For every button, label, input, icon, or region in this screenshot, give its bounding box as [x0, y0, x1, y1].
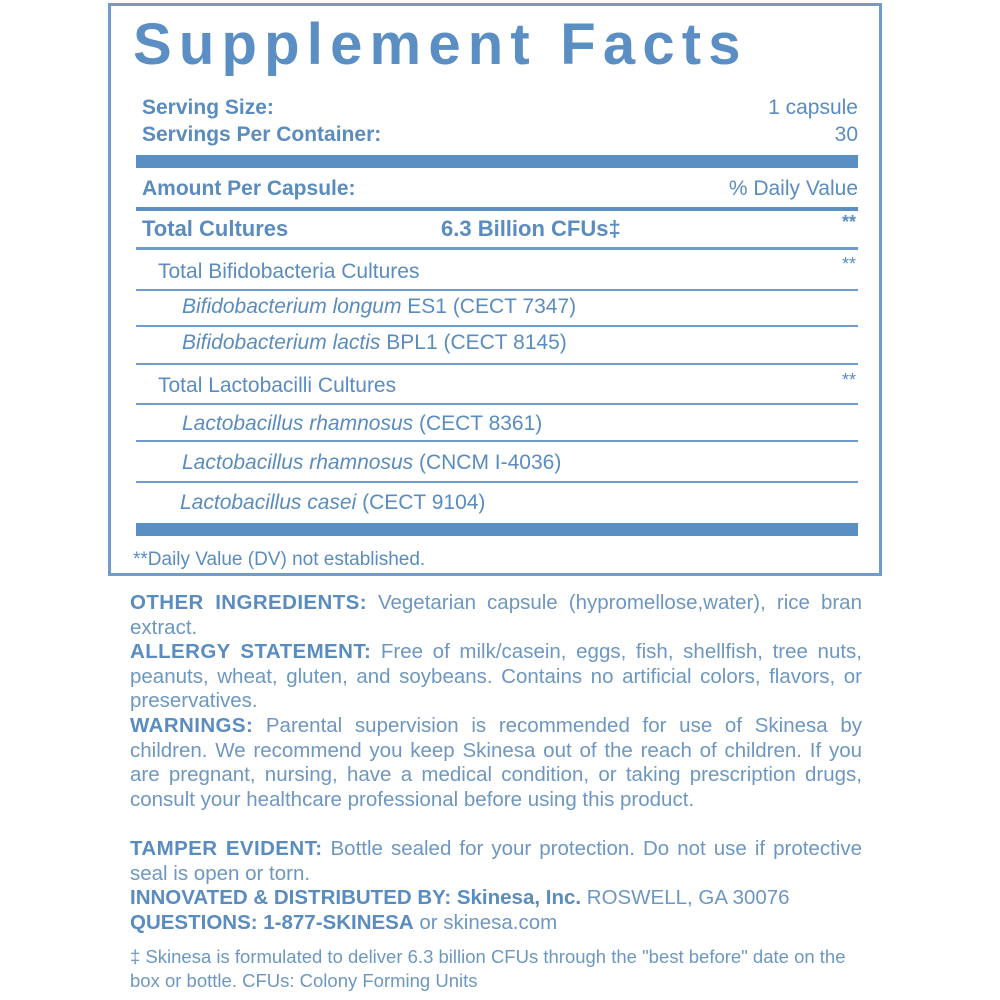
tamper-evident — [130, 837, 862, 886]
daily-value-header: % Daily Value — [728, 177, 858, 200]
strain-code: BPL1 (CECT 8145) — [380, 331, 567, 354]
lacto-strain-2 — [182, 451, 561, 475]
questions — [130, 911, 557, 935]
strain-name: Bifidobacterium lactis — [182, 331, 381, 354]
allergy-statement — [130, 640, 862, 714]
divider-1 — [136, 247, 858, 250]
distributed-heading: INNOVATED & DISTRIBUTED BY: Skinesa, Inc. — [130, 886, 582, 909]
questions-heading: QUESTIONS: 1-877-SKINESA — [130, 911, 414, 934]
tamper-heading: TAMPER EVIDENT: — [130, 837, 323, 860]
panel-title: Supplement Facts — [133, 12, 748, 77]
strain-code: ES1 (CECT 7347) — [401, 295, 577, 318]
warnings-text: Parental supervision is recommended for use of Skinesa by children. We recommend you keep Skinesa out of the reach of children. If you are pregnant, nursing, have a medical condition, or taking prescription drugs, consult your healthcare professional before using this product. — [130, 714, 862, 811]
strain-name: Lactobacillus rhamnosus — [182, 451, 414, 474]
divider-7 — [136, 481, 858, 483]
divider-3 — [136, 325, 858, 327]
bifido-strain-2 — [182, 331, 567, 355]
divider-2 — [136, 289, 858, 291]
serving-size-label: Serving Size: — [142, 96, 274, 119]
serving-size-value: 1 capsule — [768, 96, 858, 119]
servings-per-container-label: Servings Per Container: — [142, 123, 382, 146]
tamper-text: Bottle sealed for your protection. Do not use if protective seal is open or torn. — [130, 837, 862, 885]
bifido-total-label: Total Bifidobacteria Cultures — [158, 260, 420, 283]
thick-divider-top — [136, 155, 858, 168]
lacto-total-dv: ** — [841, 370, 856, 390]
allergy-text: Free of milk/casein, eggs, fish, shellfish, tree nuts, peanuts, wheat, gluten, and soybeans. Contains no artificial colors, flavors, or preservatives. — [130, 640, 862, 712]
distributed-by — [130, 886, 790, 910]
lacto-total-label: Total Lactobacilli Cultures — [158, 374, 397, 397]
total-cultures-dv: ** — [841, 212, 856, 232]
other-ingredients — [130, 591, 862, 640]
strain-code: (CECT 9104) — [356, 491, 486, 514]
dv-not-established-note: **Daily Value (DV) not established. — [133, 549, 426, 570]
lacto-strain-3 — [180, 491, 485, 515]
servings-per-container-value: 30 — [834, 123, 858, 146]
strain-name: Bifidobacterium longum — [182, 295, 402, 318]
amount-per-capsule-label: Amount Per Capsule: — [142, 177, 356, 200]
strain-code: (CNCM I-4036) — [413, 451, 562, 474]
strain-name: Lactobacillus casei — [180, 491, 357, 514]
other-ingredients-heading: OTHER INGREDIENTS: — [130, 591, 367, 614]
warnings — [130, 714, 862, 812]
lacto-strain-1 — [182, 412, 542, 436]
bifido-strain-1 — [182, 295, 576, 319]
thick-divider-bottom — [136, 523, 858, 536]
cfu-footnote: ‡ Skinesa is formulated to deliver 6.3 billion CFUs through the "best before" date on the box or bottle. CFUs: Colony Forming Units — [130, 946, 846, 991]
divider-4 — [136, 363, 858, 365]
supplement-facts-panel — [108, 3, 882, 576]
warnings-heading: WARNINGS: — [130, 714, 254, 737]
divider-6 — [136, 440, 858, 442]
strain-name: Lactobacillus rhamnosus — [182, 412, 414, 435]
distributed-text: ROSWELL, GA 30076 — [581, 886, 790, 909]
allergy-heading: ALLERGY STATEMENT: — [130, 640, 372, 663]
other-ingredients-text: Vegetarian capsule (hypromellose,water), rice bran extract. — [130, 591, 862, 639]
medium-divider — [136, 207, 858, 211]
total-cultures-amount: 6.3 Billion CFUs‡ — [441, 216, 621, 241]
divider-5 — [136, 403, 858, 405]
questions-text: or skinesa.com — [413, 911, 558, 934]
strain-code: (CECT 8361) — [413, 412, 543, 435]
total-cultures-label: Total Cultures — [142, 216, 289, 241]
bifido-total-dv: ** — [841, 254, 856, 274]
